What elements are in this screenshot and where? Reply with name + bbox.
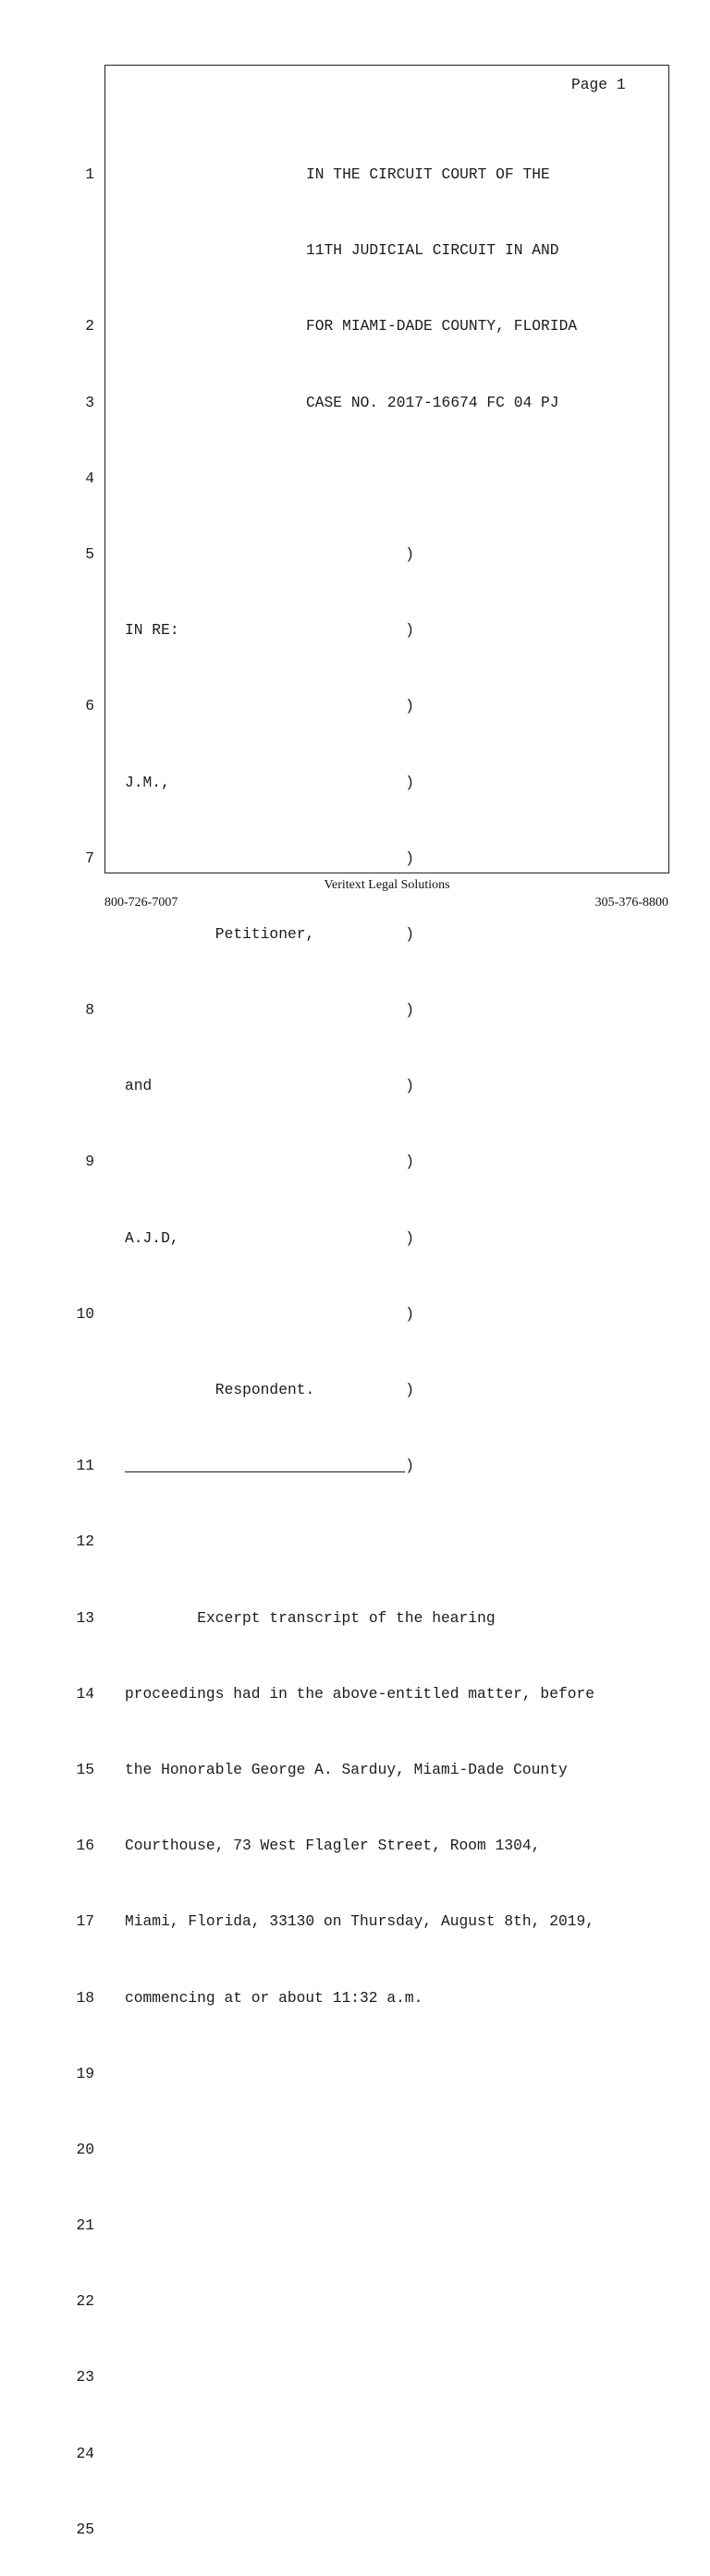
caption-bracket: ) [405,621,414,640]
line-number: 5 [85,544,94,563]
caption-bracket: ) [405,1153,414,1171]
line-number: 15 [76,1760,94,1778]
caption-bracket: ) [405,544,414,563]
line-number: 21 [76,2216,94,2235]
transcript-row [0,543,710,566]
transcript-row [0,1454,710,1477]
transcript-row [0,2138,710,2161]
caption-bracket: ) [405,1228,414,1247]
transcript-row [0,1758,710,1781]
line-number: 13 [76,1608,94,1627]
transcript-row [0,1682,710,1705]
line-number: 23 [76,2368,94,2387]
caption-respondent-name: A.J.D, [125,1228,179,1247]
caption-bracket: ) [405,773,414,791]
transcript-row [0,163,710,186]
line-number: 6 [85,697,94,715]
transcript-row [0,238,710,262]
transcript-row [0,1378,710,1401]
transcript-line: proceedings had in the above-entitled matter, before [125,1684,595,1703]
transcript-line: commencing at or about 11:32 a.m. [125,1988,423,2007]
transcript-row [0,314,710,337]
line-number: 11 [76,1457,94,1475]
line-number: 3 [85,393,94,411]
caption-bracket: ) [405,1077,414,1095]
footer-phone-right: 305-376-8800 [594,896,668,910]
transcript-row [0,1910,710,1933]
transcript-row [0,1606,710,1630]
line-number: 12 [76,1532,94,1551]
caption-bracket: ) [405,697,414,715]
transcript-row [0,1227,710,1250]
court-heading-line: 11TH JUDICIAL CIRCUIT IN AND [306,241,559,260]
transcript-row [0,694,710,717]
caption-bracket: ) [405,1304,414,1323]
court-heading-line: IN THE CIRCUIT COURT OF THE [306,165,550,183]
line-number: 18 [76,1988,94,2007]
transcript-row [0,618,710,641]
line-number: 19 [76,2064,94,2082]
transcript-row [0,2289,710,2313]
line-number: 25 [76,2520,94,2538]
transcript-row [0,1074,710,1097]
transcript-row [0,1302,710,1325]
line-number: 2 [85,317,94,336]
transcript-row [0,847,710,870]
line-number: 8 [85,1001,94,1019]
transcript-row [0,922,710,946]
transcript-row [0,771,710,794]
transcript-line: the Honorable George A. Sarduy, Miami-Dade County [125,1760,568,1778]
transcript-line: Excerpt transcript of the hearing [197,1608,496,1627]
line-number: 24 [76,2444,94,2462]
transcript-row [0,467,710,490]
caption-bracket: ) [405,848,414,867]
caption-rule [125,1471,405,1472]
transcript-row [0,998,710,1021]
transcript-row [0,1530,710,1553]
caption-bracket: ) [405,1457,414,1475]
line-number: 16 [76,1837,94,1855]
line-number: 14 [76,1684,94,1703]
transcript-row [0,1150,710,1173]
line-number: 20 [76,2140,94,2158]
transcript-row [0,2442,710,2465]
line-number: 7 [85,848,94,867]
transcript-row [0,2518,710,2541]
caption-conjunction: and [125,1077,153,1095]
line-number: 22 [76,2292,94,2311]
transcript-row [0,1986,710,2009]
caption-petitioner-name: J.M., [125,773,170,791]
caption-petitioner-role: Petitioner, [214,924,315,943]
line-number: 9 [85,1153,94,1171]
caption-in-re: IN RE: [125,621,179,640]
caption-bracket: ) [405,1001,414,1019]
footer-phone-left: 800-726-7007 [104,896,178,910]
transcript-row [0,2062,710,2085]
transcript-row [0,2214,710,2237]
caption-bracket: ) [405,1381,414,1398]
line-number: 1 [85,165,94,183]
line-number: 17 [76,1912,94,1931]
transcript-line: Miami, Florida, 33130 on Thursday, August 8th, 2019, [125,1912,595,1931]
case-number: CASE NO. 2017-16674 FC 04 PJ [306,393,559,411]
footer-company: Veritext Legal Solutions [324,878,450,892]
line-number: 4 [85,469,94,487]
transcript-row [0,1834,710,1857]
caption-bracket: ) [405,924,414,943]
court-heading-line: FOR MIAMI-DADE COUNTY, FLORIDA [306,317,578,336]
line-number: 10 [76,1304,94,1323]
transcript-row [0,2365,710,2388]
transcript-lines [0,110,710,2576]
page-label: Page 1 [571,76,626,93]
transcript-row [0,391,710,414]
transcript-line: Courthouse, 73 West Flagler Street, Room 1304, [125,1837,541,1855]
caption-respondent-role: Respondent. [214,1381,315,1398]
